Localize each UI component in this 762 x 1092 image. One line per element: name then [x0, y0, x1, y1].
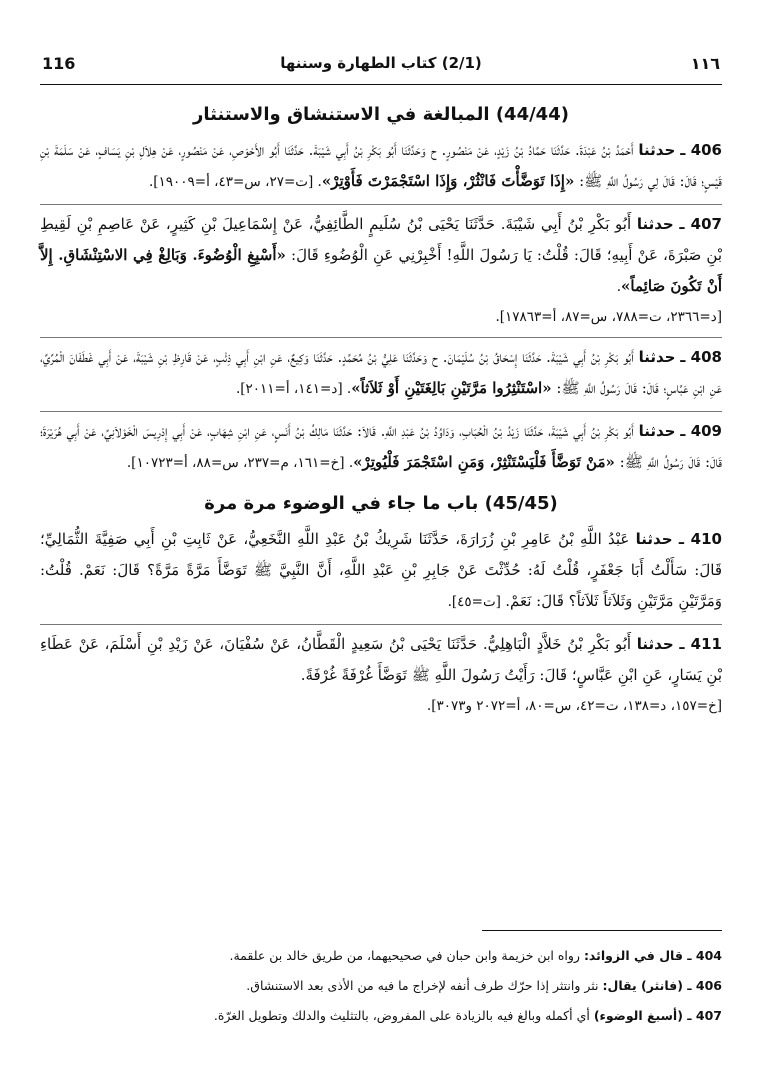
- hadith-lead: حدثنا: [638, 141, 676, 159]
- hadith-isnad: أَبُو بَكْرِ بْنُ أَبِي شَيْبَةَ. حَدَّثَنَا يَحْيَى بْنُ سُلَيمٍ الطَّائِفِيُّ، عَنْ إِسْمَاعِيلَ بْنِ كَثِيرٍ، عَنْ عَاصِمِ بْنِ لَقِيطِ بْنِ صَبْرَةَ، عَنْ أَبِيهِ؛ قَالَ: قُلْتُ: يَا رَسُولَ اللَّهِ! أَخْبِرْنِي عَنِ الْوُضُوءِ قَالَ:: [40, 215, 723, 264]
- footnote-label: 406 ـ (فانثر) يقال:: [602, 978, 722, 993]
- divider: [40, 624, 722, 625]
- footnote-label: 407 ـ (أسبغ الوضوء): [593, 1008, 722, 1023]
- hadith-reference: . [خ=١٦١، م=٢٣٧، س=٨٨، أ=١٠٧٢٣].: [126, 455, 354, 471]
- hadith-matn: «مَنْ تَوَضَّأَ فَلْيَسْتَنْثِرْ، وَمَنِ اسْتَجْمَرَ فَلْيُوتِرْ»: [353, 453, 615, 471]
- hadith-isnad: أَبُو بَكْرِ بْنُ خَلاَّدٍ الْبَاهِلِيُّ. حَدَّثَنَا يَحْيَى بْنُ سَعِيدٍ الْقَطَّانُ، عَنْ سُفْيَانَ، عَنْ زَيْدِ بْنِ أَسْلَمَ، عَنْ عَطَاءِ بْنِ يَسَارٍ، عَنِ ابْنِ عَبَّاسٍ؛ قَالَ: رَأَيْتُ رَسُولَ اللَّهِ ﷺ تَوَضَّأَ غُرْفَةً غُرْفَةً.: [40, 635, 722, 684]
- hadith-reference: . [ت=٢٧، س=٤٣، أ=١٩٠٠٩].: [148, 174, 322, 190]
- hadith-411: [40, 629, 722, 692]
- hadith-number: 409 ـ: [680, 422, 722, 440]
- divider: [40, 337, 722, 338]
- footnotes: [40, 930, 722, 1031]
- footnote-rule: [482, 930, 722, 931]
- hadith-number: 411 ـ: [679, 635, 722, 653]
- hadith-isnad: أَبُو بَكْرِ بْنُ أَبِي شَيْبَةَ. حَدَّثَنَا إِسْحَاقُ بْنُ سُلَيْمَانَ. ح وَحَدَّثَنَا عَلِيُّ بْنُ مُحَمَّدٍ. حَدَّثَنَا وَكِيعٌ، عَنِ ابْنِ أَبِي ذِئْبٍ، عَنْ قَارِظِ بْنِ شَيْبَةَ، عَنْ أَبِي غَطَفَانَ الْمُرِّيِّ، عَنِ ابْنِ عَبَّاسٍ؛ قَالَ: قَالَ رَسُولُ اللَّهِ ﷺ:: [40, 348, 722, 397]
- footnote-406: [40, 971, 722, 1001]
- hadith-reference: . [د=١٤١، أ=٢٠١١].: [235, 381, 352, 397]
- footnote-label: 404 ـ قال في الزوائد:: [583, 948, 722, 963]
- divider: [40, 204, 722, 205]
- chapter-title: (44/44) المبالغة في الاستنشاق والاستنثار: [193, 104, 569, 125]
- reference-line: [د=٢٣٦٦، ت=٧٨٨، س=٨٧، أ=١٧٨٦٣].: [495, 309, 722, 325]
- hadith-407: [40, 209, 722, 303]
- divider: [40, 411, 722, 412]
- page-number-arabic: ١١٦: [690, 54, 720, 73]
- hadith-406: [40, 135, 722, 198]
- page-header: [40, 44, 722, 85]
- footnote-404: [40, 941, 722, 971]
- running-title: (2/1) كتاب الطهارة وسننها: [280, 54, 482, 72]
- page-number-latin: 116: [42, 54, 76, 73]
- hadith-lead: حدثنا: [636, 215, 674, 233]
- hadith-lead: حدثنا: [638, 348, 676, 366]
- hadith-matn: «أَسْبِغِ الْوُضُوءَ. وَبَالِغْ فِي الاسْتِنْشَاقِ. إِلاَّ أَنْ تَكُونَ صَائِماً»: [40, 246, 722, 295]
- hadith-409: [40, 416, 722, 479]
- hadith-number: 407 ـ: [679, 215, 722, 233]
- hadith-reference: .: [616, 279, 622, 295]
- footnote-407: [40, 1001, 722, 1031]
- hadith-lead: حدثنا: [636, 635, 674, 653]
- hadith-410: [40, 524, 722, 618]
- hadith-lead: حدثنا: [638, 422, 676, 440]
- hadith-number: 408 ـ: [680, 348, 722, 366]
- hadith-isnad: عَبْدُ اللَّهِ بْنُ عَامِرِ بْنِ زُرَارَةَ، حَدَّثَنَا شَرِيكُ بْنُ عَبْدِ اللَّهِ النَّخَعِيُّ، عَنْ ثَابِتِ بْنِ أَبِي صَفِيَّةَ الثُّمَالِيِّ؛ قَالَ: سَأَلْتُ أَبَا جَعْفَرٍ، قُلْتُ لَهُ: حُدِّثْتَ عَنْ جَابِرِ بْنِ عَبْدِ اللَّهِ، أَنَّ النَّبِيَّ ﷺ تَوَضَّأَ مَرَّةً مَرَّةً؟ قَالَ: نَعَمْ. قُلْتُ: وَمَرَّتَيْنِ مَرَّتَيْنِ وَثَلاَثاً ثَلاَثاً؟ قَالَ: نَعَمْ.: [40, 530, 722, 610]
- hadith-408: [40, 342, 722, 405]
- hadith-matn: «إِذَا تَوَضَّأْتَ فَانْثُرْ، وَإِذَا اسْتَجْمَرْتَ فَأَوْتِرْ»: [321, 172, 575, 190]
- hadith-number: 410 ـ: [678, 530, 722, 548]
- hadith-isnad: أَبُو بَكْرِ بْنُ أَبِي شَيْبَةَ، حَدَّثَنَا زَيْدُ بْنُ الْحُبَابِ، وَدَاوُدُ بْنُ عَبْدِ اللَّهِ. قَالاَ: حَدَّثَنَا مَالِكُ بْنُ أَنَسٍ، عَنِ ابْنِ شِهَابٍ، عَنْ أَبِي إِدْرِيسَ الْخَوْلاَنِيِّ، عَنْ أَبِي هُرَيْرَةَ؛ قَالَ: قَالَ رَسُولُ اللَّهِ ﷺ:: [40, 422, 722, 471]
- reference-line: [خ=١٥٧، د=١٣٨، ت=٤٢، س=٨٠، أ=٢٠٧٢ و٣٠٧٣].: [426, 698, 722, 714]
- chapter-title: (45/45) باب ما جاء في الوضوء مرة مرة: [204, 493, 558, 514]
- footnote-text: نثر وانتثر إذا حرّك طرف أنفه لإخراج ما فيه من الأذى بعد الاستنشاق.: [246, 978, 603, 993]
- page-body: [40, 90, 722, 726]
- footnote-text: رواه ابن خزيمة وابن حبان في صحيحيهما، من طريق خالد بن علقمة.: [229, 948, 584, 963]
- hadith-reference: [ت=٤٥].: [447, 594, 506, 610]
- hadith-number: 406 ـ: [680, 141, 722, 159]
- hadith-matn: «اسْتَنْثِرُوا مَرَّتَيْنِ بَالِغَتَيْنِ أَوْ ثَلاَثاً»: [351, 379, 552, 397]
- hadith-isnad: أَحْمَدُ بْنُ عَبْدَةَ. حَدَّثَنَا حَمَّادُ بْنُ زَيْدٍ، عَنْ مَنْصُورٍ. ح وَحَدَّثَنَا أَبُو بَكْرِ بْنُ أَبِي شَيْبَةَ. حَدَّثَنَا أَبُو الأَحْوَصِ، عَنْ مَنْصُورٍ، عَنْ هِلاَلِ بْنِ يَسَافٍ، عَنْ سَلَمَةَ بْنِ قَيْسٍ؛ قَالَ: قَالَ لِي رَسُولُ اللَّهِ ﷺ:: [40, 141, 722, 190]
- hadith-lead: حدثنا: [635, 530, 673, 548]
- footnote-text: أي أكمله وبالغ فيه بالزيادة على المفروض، بالتثليث والدلك وتطويل الغرّة.: [213, 1008, 594, 1023]
